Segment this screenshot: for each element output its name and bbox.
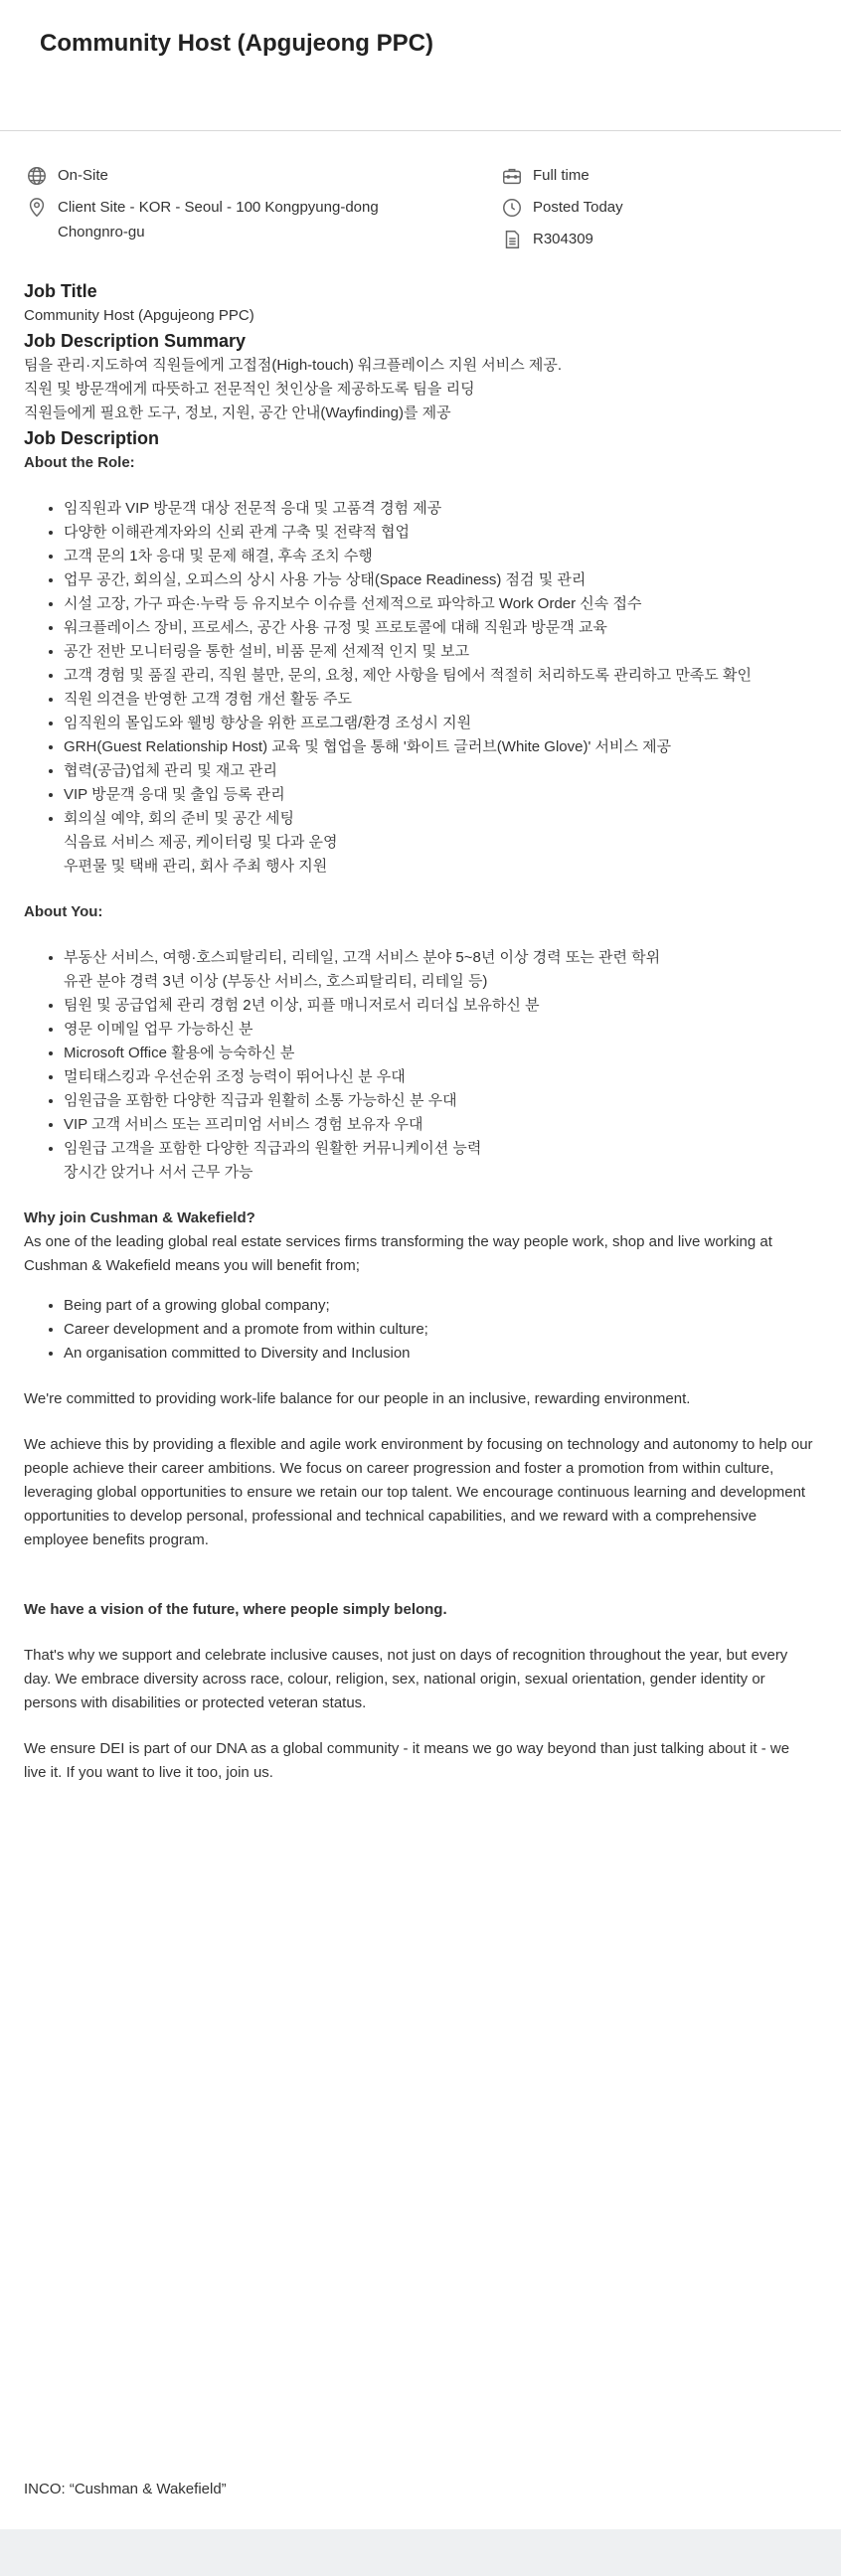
briefcase-icon — [501, 165, 523, 187]
list-item: • VIP 방문객 응대 및 출입 등록 관리 — [64, 783, 815, 807]
list-item — [64, 1137, 815, 1185]
page-bottom-band — [0, 2529, 841, 2576]
about-role-label: About the Role: — [24, 454, 135, 471]
work-life-paragraph: We're committed to providing work-life balance for our people in an inclusive, rewarding environment. — [24, 1390, 691, 1407]
list-item: • 협력(공급)업체 관리 및 재고 관리 — [64, 759, 815, 783]
you-list — [24, 946, 815, 1185]
you-item-line: • 부동산 서비스, 여행·호스피탈리티, 리테일, 고객 서비스 분야 5~8년 이상 경력 또는 관련 학위 — [64, 949, 661, 966]
list-item: • 멀티태스킹과 우선순위 조정 능력이 뛰어나신 분 우대 — [64, 1065, 815, 1089]
about-you-label: About You: — [24, 903, 103, 920]
job-title-heading: Job Title — [24, 281, 97, 301]
document-icon — [501, 229, 523, 250]
summary-heading: Job Description Summary — [24, 331, 247, 351]
inclusion-paragraph: That's why we support and celebrate inclusive causes, not just on days of recognition throughout the year, but every day. We embrace diversity across race, colour, religion, sex, national origin, sexual orientation, gender identity or persons with disabilities or protected veteran status. — [24, 1647, 788, 1711]
job-content — [24, 278, 815, 1785]
list-item: • 고객 문의 1차 응대 및 문제 해결, 후속 조치 수행 — [64, 545, 815, 568]
summary-line: 직원들에게 필요한 도구, 정보, 지원, 공간 안내(Wayfinding)를 제공 — [24, 404, 451, 421]
employment-type-text: Full time — [533, 167, 589, 184]
address-line-1: Client Site - KOR - Seoul - 100 Kongpyung-dong — [58, 199, 379, 216]
job-title-value: Community Host (Apgujeong PPC) — [24, 307, 254, 324]
list-item: • Being part of a growing global company; — [64, 1294, 815, 1318]
list-item: • 임직원과 VIP 방문객 대상 전문적 응대 및 고품격 경험 제공 — [64, 497, 815, 521]
address-line-2: Chongnro-gu — [58, 224, 145, 241]
you-item-line: 유관 분야 경력 3년 이상 (부동산 서비스, 호스피탈리티, 리테일 등) — [64, 973, 488, 990]
requisition-text: R304309 — [533, 231, 593, 247]
role-last-line-1: • 회의실 예약, 회의 준비 및 공간 세팅 — [64, 810, 295, 827]
meta-employment-type — [501, 165, 589, 188]
you-item-line: 장시간 앉거나 서서 근무 가능 — [64, 1164, 253, 1181]
role-list — [24, 497, 815, 879]
clock-icon — [501, 197, 523, 219]
list-item — [64, 946, 815, 994]
list-item: • An organisation committed to Diversity and Inclusion — [64, 1342, 815, 1366]
list-item: • Microsoft Office 활용에 능숙하신 분 — [64, 1042, 815, 1065]
list-item: • 다양한 이해관계자와의 신뢰 관계 구축 및 전략적 협업 — [64, 521, 815, 545]
dei-paragraph: We ensure DEI is part of our DNA as a global community - it means we go way beyond than just talking about it - we live it. If you want to live it too, join us. — [24, 1740, 790, 1781]
meta-address — [26, 197, 443, 244]
list-item: • VIP 고객 서비스 또는 프리미엄 서비스 경험 보유자 우대 — [64, 1113, 815, 1137]
location-type-text: On-Site — [58, 167, 108, 184]
list-item: • 워크플레이스 장비, 프로세스, 공간 사용 규정 및 프로토콜에 대해 직원과 방문객 교육 — [64, 616, 815, 640]
list-item: • GRH(Guest Relationship Host) 교육 및 협업을 통해 '화이트 글러브(White Glove)' 서비스 제공 — [64, 735, 815, 759]
list-item: • 시설 고장, 가구 파손·누락 등 유지보수 이슈를 선제적으로 파악하고 Work Order 신속 접수 — [64, 592, 815, 616]
address-text — [58, 195, 379, 244]
list-item: • 공간 전반 모니터링을 통한 설비, 비품 문제 선제적 인지 및 보고 — [64, 640, 815, 664]
role-last-line-2: 식음료 서비스 제공, 케이터링 및 다과 운영 — [64, 834, 338, 851]
why-join-heading: Why join Cushman & Wakefield? — [24, 1209, 255, 1226]
meta-posted — [501, 197, 623, 220]
summary-line: 팀을 관리·지도하여 직원들에게 고접점(High-touch) 워크플레이스 지원 서비스 제공. — [24, 357, 563, 374]
list-item: • 영문 이메일 업무 가능하신 분 — [64, 1018, 815, 1042]
map-pin-icon — [26, 197, 48, 219]
vision-statement: We have a vision of the future, where people simply belong. — [24, 1601, 447, 1618]
globe-icon — [26, 165, 48, 187]
benefits-list — [24, 1294, 815, 1366]
meta-location-type — [26, 165, 108, 188]
list-item: • Career development and a promote from within culture; — [64, 1318, 815, 1342]
role-last-line-3: 우편물 및 택배 관리, 회사 주최 행사 지원 — [64, 858, 328, 875]
you-item-line: • 임원급 고객을 포함한 다양한 직급과의 원활한 커뮤니케이션 능력 — [64, 1140, 482, 1157]
list-item: • 임원급을 포함한 다양한 직급과 원활히 소통 가능하신 분 우대 — [64, 1089, 815, 1113]
summary-line: 직원 및 방문객에게 따뜻하고 전문적인 첫인상을 제공하도록 팀을 리딩 — [24, 381, 475, 398]
page-title: Community Host (Apgujeong PPC) — [40, 30, 433, 57]
why-join-intro: As one of the leading global real estate services firms transforming the way people work, shop and live working at Cushman & Wakefield means you will benefit from; — [24, 1233, 772, 1274]
header-divider — [0, 130, 841, 131]
list-item: • 임직원의 몰입도와 웰빙 향상을 위한 프로그램/환경 조성시 지원 — [64, 712, 815, 735]
meta-requisition — [501, 229, 593, 251]
posted-text: Posted Today — [533, 199, 623, 216]
list-item: • 고객 경험 및 품질 관리, 직원 불만, 문의, 요청, 제안 사항을 팀에서 적절히 처리하도록 관리하고 만족도 확인 — [64, 664, 815, 688]
list-item: • 업무 공간, 회의실, 오피스의 상시 사용 가능 상태(Space Readiness) 점검 및 관리 — [64, 568, 815, 592]
list-item — [64, 807, 815, 879]
inco-text: INCO: “Cushman & Wakefield” — [24, 2481, 227, 2497]
environment-paragraph: We achieve this by providing a flexible and agile work environment by focusing on technology and autonomy to help our people achieve their career ambitions. We focus on career progression and foster a promotion from within culture, leveraging global opportunities to ensure we retain our top talent. We encourage continuous learning and development opportunities to develop personal, professional and technical capabilities, and we reward with a comprehensive employee benefits program. — [24, 1436, 813, 1548]
list-item: • 팀원 및 공급업체 관리 경험 2년 이상, 피플 매니저로서 리더십 보유하신 분 — [64, 994, 815, 1018]
list-item: • 직원 의견을 반영한 고객 경험 개선 활동 주도 — [64, 688, 815, 712]
description-heading: Job Description — [24, 428, 160, 448]
